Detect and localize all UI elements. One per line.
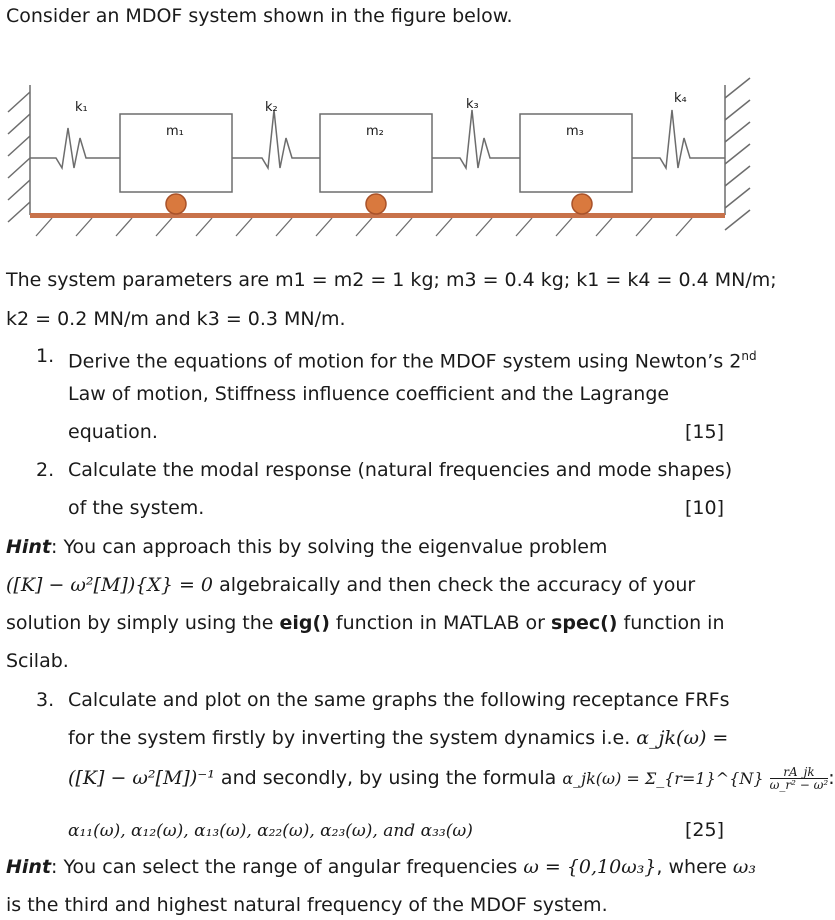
q3-text-c: and secondly, by using the formula <box>214 767 563 789</box>
hint1-line-2 <box>6 573 695 597</box>
hint2-label: Hint <box>6 856 52 878</box>
hint2-line-1 <box>6 855 756 879</box>
hint2-omega3: ω₃ <box>732 856 757 878</box>
spec-function: spec() <box>551 612 618 634</box>
right-wall <box>725 78 750 230</box>
q3-alpha-jk: α_jk(ω) = <box>636 727 729 749</box>
label-k3: k₃ <box>466 97 479 112</box>
q3-colon: : <box>828 767 835 789</box>
q3-number: 3. <box>36 689 55 711</box>
params-line-2: k2 = 0.2 MN/m and k3 = 0.3 MN/m. <box>6 308 346 330</box>
label-k2: k₂ <box>265 100 278 115</box>
q3-frac-bot: ω_r² − ω² <box>769 778 829 792</box>
hint1-text-b: algebraically and then check the accuracy of your <box>213 574 696 596</box>
q3-line-3 <box>68 766 835 791</box>
q3-line-2 <box>68 726 728 750</box>
q1-text-a <box>68 344 757 373</box>
hint1-line-3 <box>6 611 725 635</box>
q3-frf-list: α₁₁(ω), α₁₂(ω), α₁₃(ω), α₂₂(ω), α₂₃(ω), and α₃₃(ω) <box>68 821 473 841</box>
label-k4: k₄ <box>674 91 687 106</box>
hint1-label: Hint <box>6 536 52 558</box>
wheel-1 <box>166 194 186 214</box>
q2-marks: [10] <box>684 497 724 519</box>
q1-sup: nd <box>741 349 757 363</box>
hint1-line-4: Scilab. <box>6 650 69 672</box>
q1-number: 1. <box>36 345 55 367</box>
hint1-line-1 <box>6 535 607 559</box>
hint1-text-c1: solution by simply using the <box>6 612 280 634</box>
hint2-line-2: is the third and highest natural frequency of the MDOF system. <box>6 894 608 916</box>
hint1-text-c3: function in <box>617 612 725 634</box>
q2-number: 2. <box>36 459 55 481</box>
q1-text-a-body: Derive the equations of motion for the MDOF system using Newton’s 2 <box>68 350 742 373</box>
hint1-text-a: : You can approach this by solving the eigenvalue problem <box>51 536 608 558</box>
spring-k1 <box>30 128 120 168</box>
mdof-figure <box>0 70 783 250</box>
params-line-1: The system parameters are m1 = m2 = 1 kg; m3 = 0.4 kg; k1 = k4 = 0.4 MN/m; <box>6 269 777 291</box>
spring-k3 <box>432 110 520 168</box>
ground-hatch <box>36 218 692 236</box>
q2-line-2 <box>68 496 724 520</box>
q3-text-a: Calculate and plot on the same graphs the following receptance FRFs <box>68 689 730 711</box>
q3-fraction <box>770 766 829 791</box>
q1-marks: [15] <box>684 421 724 443</box>
q1-line-3 <box>68 420 724 444</box>
hint2-omega-range: ω = {0,10ω₃} <box>523 856 657 878</box>
label-m3: m₃ <box>566 124 584 139</box>
label-k1: k₁ <box>75 100 88 115</box>
q1-line-2: Law of motion, Stiffness influence coefficient and the Lagrange <box>68 383 670 405</box>
hint2-text-a2: , where <box>656 856 733 878</box>
q2-text-b: of the system. <box>68 497 205 519</box>
q3-line-4 <box>68 818 724 843</box>
left-wall <box>8 85 30 222</box>
label-m2: m₂ <box>366 124 384 139</box>
label-m1: m₁ <box>166 124 184 139</box>
q2-text-a: Calculate the modal response (natural frequencies and mode shapes) <box>68 459 733 481</box>
wheel-3 <box>572 194 592 214</box>
spring-k2 <box>232 110 320 168</box>
hint1-text-c2: function in MATLAB or <box>329 612 552 634</box>
wheel-2 <box>366 194 386 214</box>
hint1-eigen-equation: ([K] − ω²[M]){X} = 0 <box>6 574 214 596</box>
q3-line-1 <box>0 688 783 712</box>
eig-function: eig() <box>279 612 330 634</box>
spring-k4 <box>630 110 725 168</box>
q3-frac-top: rA_jk <box>770 766 829 779</box>
q2-line-1 <box>0 458 783 482</box>
q3-marks: [25] <box>684 819 724 841</box>
q1-text-c: equation. <box>68 421 158 443</box>
q3-text-b1: for the system firstly by inverting the system dynamics i.e. <box>68 727 637 749</box>
q1-line-1 <box>0 344 783 373</box>
hint2-text-a: : You can select the range of angular frequencies <box>51 856 524 878</box>
q3-sum-formula: α_jk(ω) = Σ_{r=1}^{N} <box>562 769 764 788</box>
intro-text: Consider an MDOF system shown in the figure below. <box>6 5 513 27</box>
q3-inverse: ([K] − ω²[M])⁻¹ <box>68 767 215 789</box>
